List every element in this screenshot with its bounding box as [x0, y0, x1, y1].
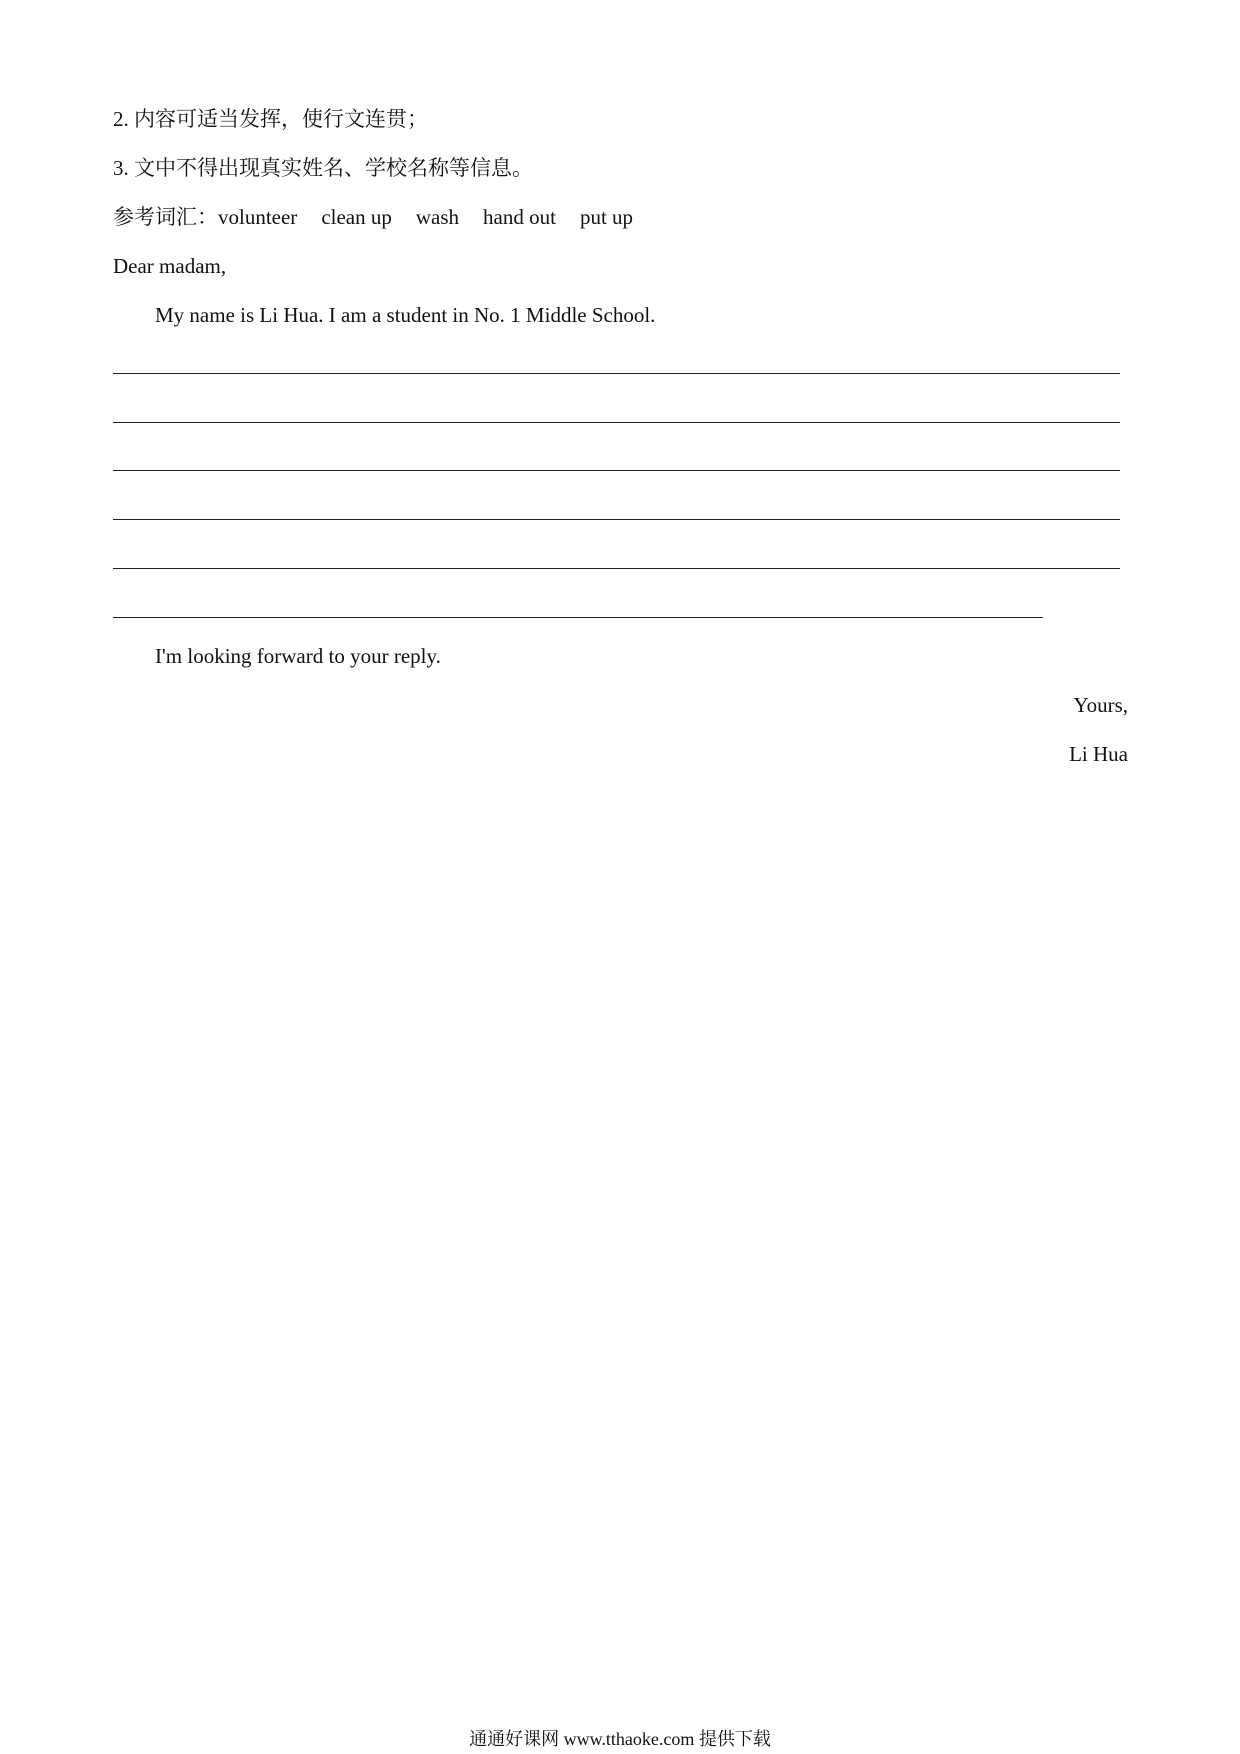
vocabulary-label: 参考词汇： — [113, 205, 218, 229]
answer-line[interactable] — [113, 568, 1120, 569]
letter-opening: My name is Li Hua. I am a student in No. 1 Middle School. — [155, 303, 656, 327]
answer-line[interactable] — [113, 519, 1120, 520]
vocabulary-word: put up — [579, 205, 634, 229]
vocabulary-word: volunteer — [218, 205, 298, 229]
letter-signature: Li Hua — [1069, 742, 1128, 766]
letter-signoff: Yours, — [1073, 693, 1128, 717]
letter-closing: I'm looking forward to your reply. — [155, 644, 441, 668]
vocabulary-word: wash — [415, 205, 460, 229]
answer-line[interactable] — [113, 422, 1120, 423]
requirement-item-2: 2. 内容可适当发挥，使行文连贯； — [113, 107, 428, 131]
answer-line[interactable] — [113, 617, 1043, 618]
vocabulary-word: clean up — [321, 205, 392, 229]
letter-salutation: Dear madam, — [113, 254, 227, 278]
vocabulary-word: hand out — [483, 205, 556, 229]
page-footer: 通通好课网 www.tthaoke.com 提供下载 — [469, 1729, 771, 1749]
answer-line[interactable] — [113, 470, 1120, 471]
answer-line[interactable] — [113, 373, 1120, 374]
requirement-item-3: 3. 文中不得出现真实姓名、学校名称等信息。 — [113, 156, 533, 180]
vocabulary-line — [113, 204, 657, 230]
